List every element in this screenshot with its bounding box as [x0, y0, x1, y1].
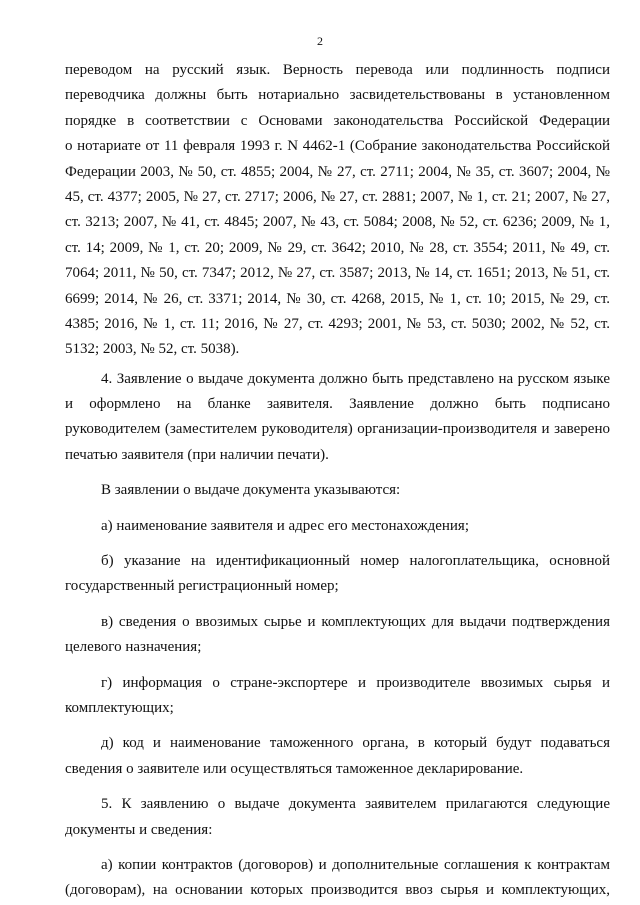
paragraph-subitem-a [65, 514, 610, 539]
text-line: целевого назначения; [65, 639, 202, 656]
text-line: переводом на русский язык. Верность перевода или подлинность подписи [65, 62, 610, 78]
text-line: руководителем (заместителем руководителя) организации-производителя и заверено [65, 421, 610, 438]
text-line: 4. Заявление о выдаче документа должно быть представлено на русском языке [101, 370, 610, 387]
text-line: 6699; 2014, № 26, ст. 3371; 2014, № 30, ст. 4268, 2015, № 1, ст. 10; 2015, № 29, ст. [65, 290, 610, 307]
text-line: г) информация о стране-экспортере и производителе ввозимых сырья и [101, 674, 610, 691]
text-line: б) указание на идентификационный номер налогоплательщика, основной [101, 553, 610, 570]
paragraph-item-5-subitem-a [65, 853, 610, 904]
text-line: 4385; 2016, № 1, ст. 11; 2016, № 27, ст. 4293; 2001, № 53, ст. 5030; 2002, № 52, ст. [65, 315, 610, 332]
paragraph-translation-certification [65, 58, 610, 363]
text-line: печатью заявителя (при наличии печати). [65, 446, 329, 463]
text-line: 5. К заявлению о выдаче документа заявителем прилагаются следующие [101, 796, 610, 813]
paragraph-item-4 [65, 367, 610, 469]
text-line: а) наименование заявителя и адрес его местонахождения; [101, 517, 469, 534]
page-number: 2 [317, 34, 323, 48]
text-line: Федерации 2003, № 50, ст. 4855; 2004, № 27, ст. 2711; 2004, № 35, ст. 3607; 2004, № [65, 163, 610, 180]
text-line: государственный регистрационный номер; [65, 578, 339, 595]
paragraph-application-contents [65, 478, 610, 503]
text-line: порядке в соответствии с Основами законодательства Российской Федерации [65, 112, 610, 129]
paragraph-subitem-b [65, 549, 610, 600]
text-line: и оформлено на бланке заявителя. Заявление должно быть подписано [65, 396, 610, 413]
text-line: комплектующих; [65, 699, 174, 716]
text-line: д) код и наименование таможенного органа, в который будут подаваться [101, 735, 610, 752]
paragraph-subitem-v [65, 610, 610, 661]
text-line: ст. 14; 2009, № 1, ст. 20; 2009, № 29, ст. 3642; 2010, № 28, ст. 3554; 2011, № 49, ст. [65, 239, 610, 256]
text-line: а) копии контрактов (договоров) и дополнительные соглашения к контрактам [101, 856, 610, 873]
paragraph-subitem-g [65, 671, 610, 722]
text-line: 7064; 2011, № 50, ст. 7347; 2012, № 27, ст. 3587; 2013, № 14, ст. 1651; 2013, № 51, ст. [65, 265, 610, 282]
text-line: сведения о заявителе или осуществляться таможенное декларирование. [65, 760, 524, 777]
text-line: переводчика должны быть нотариально засвидетельствованы в установленном [65, 87, 610, 104]
paragraph-item-5 [65, 792, 610, 843]
text-line: (договорам), на основании которых производится ввоз сырья и комплектующих, [65, 882, 610, 899]
text-line: В заявлении о выдаче документа указываются: [101, 482, 401, 499]
text-line: 5132; 2003, № 52, ст. 5038). [65, 341, 240, 358]
text-line: ст. 3213; 2007, № 41, ст. 4845; 2007, № 43, ст. 5084; 2008, № 52, ст. 6236; 2009, № 1, [65, 214, 610, 231]
text-line: 45, ст. 4377; 2005, № 27, ст. 2717; 2006, № 27, ст. 2881; 2007, № 1, ст. 21; 2007, № 27, [65, 188, 610, 205]
text-line: документы и сведения: [65, 821, 213, 838]
text-line: в) сведения о ввозимых сырье и комплектующих для выдачи подтверждения [101, 613, 610, 630]
paragraph-subitem-d [65, 731, 610, 782]
text-line: о нотариате от 11 февраля 1993 г. N 4462-1 (Собрание законодательства Российской [65, 138, 610, 155]
document-body [65, 58, 610, 904]
